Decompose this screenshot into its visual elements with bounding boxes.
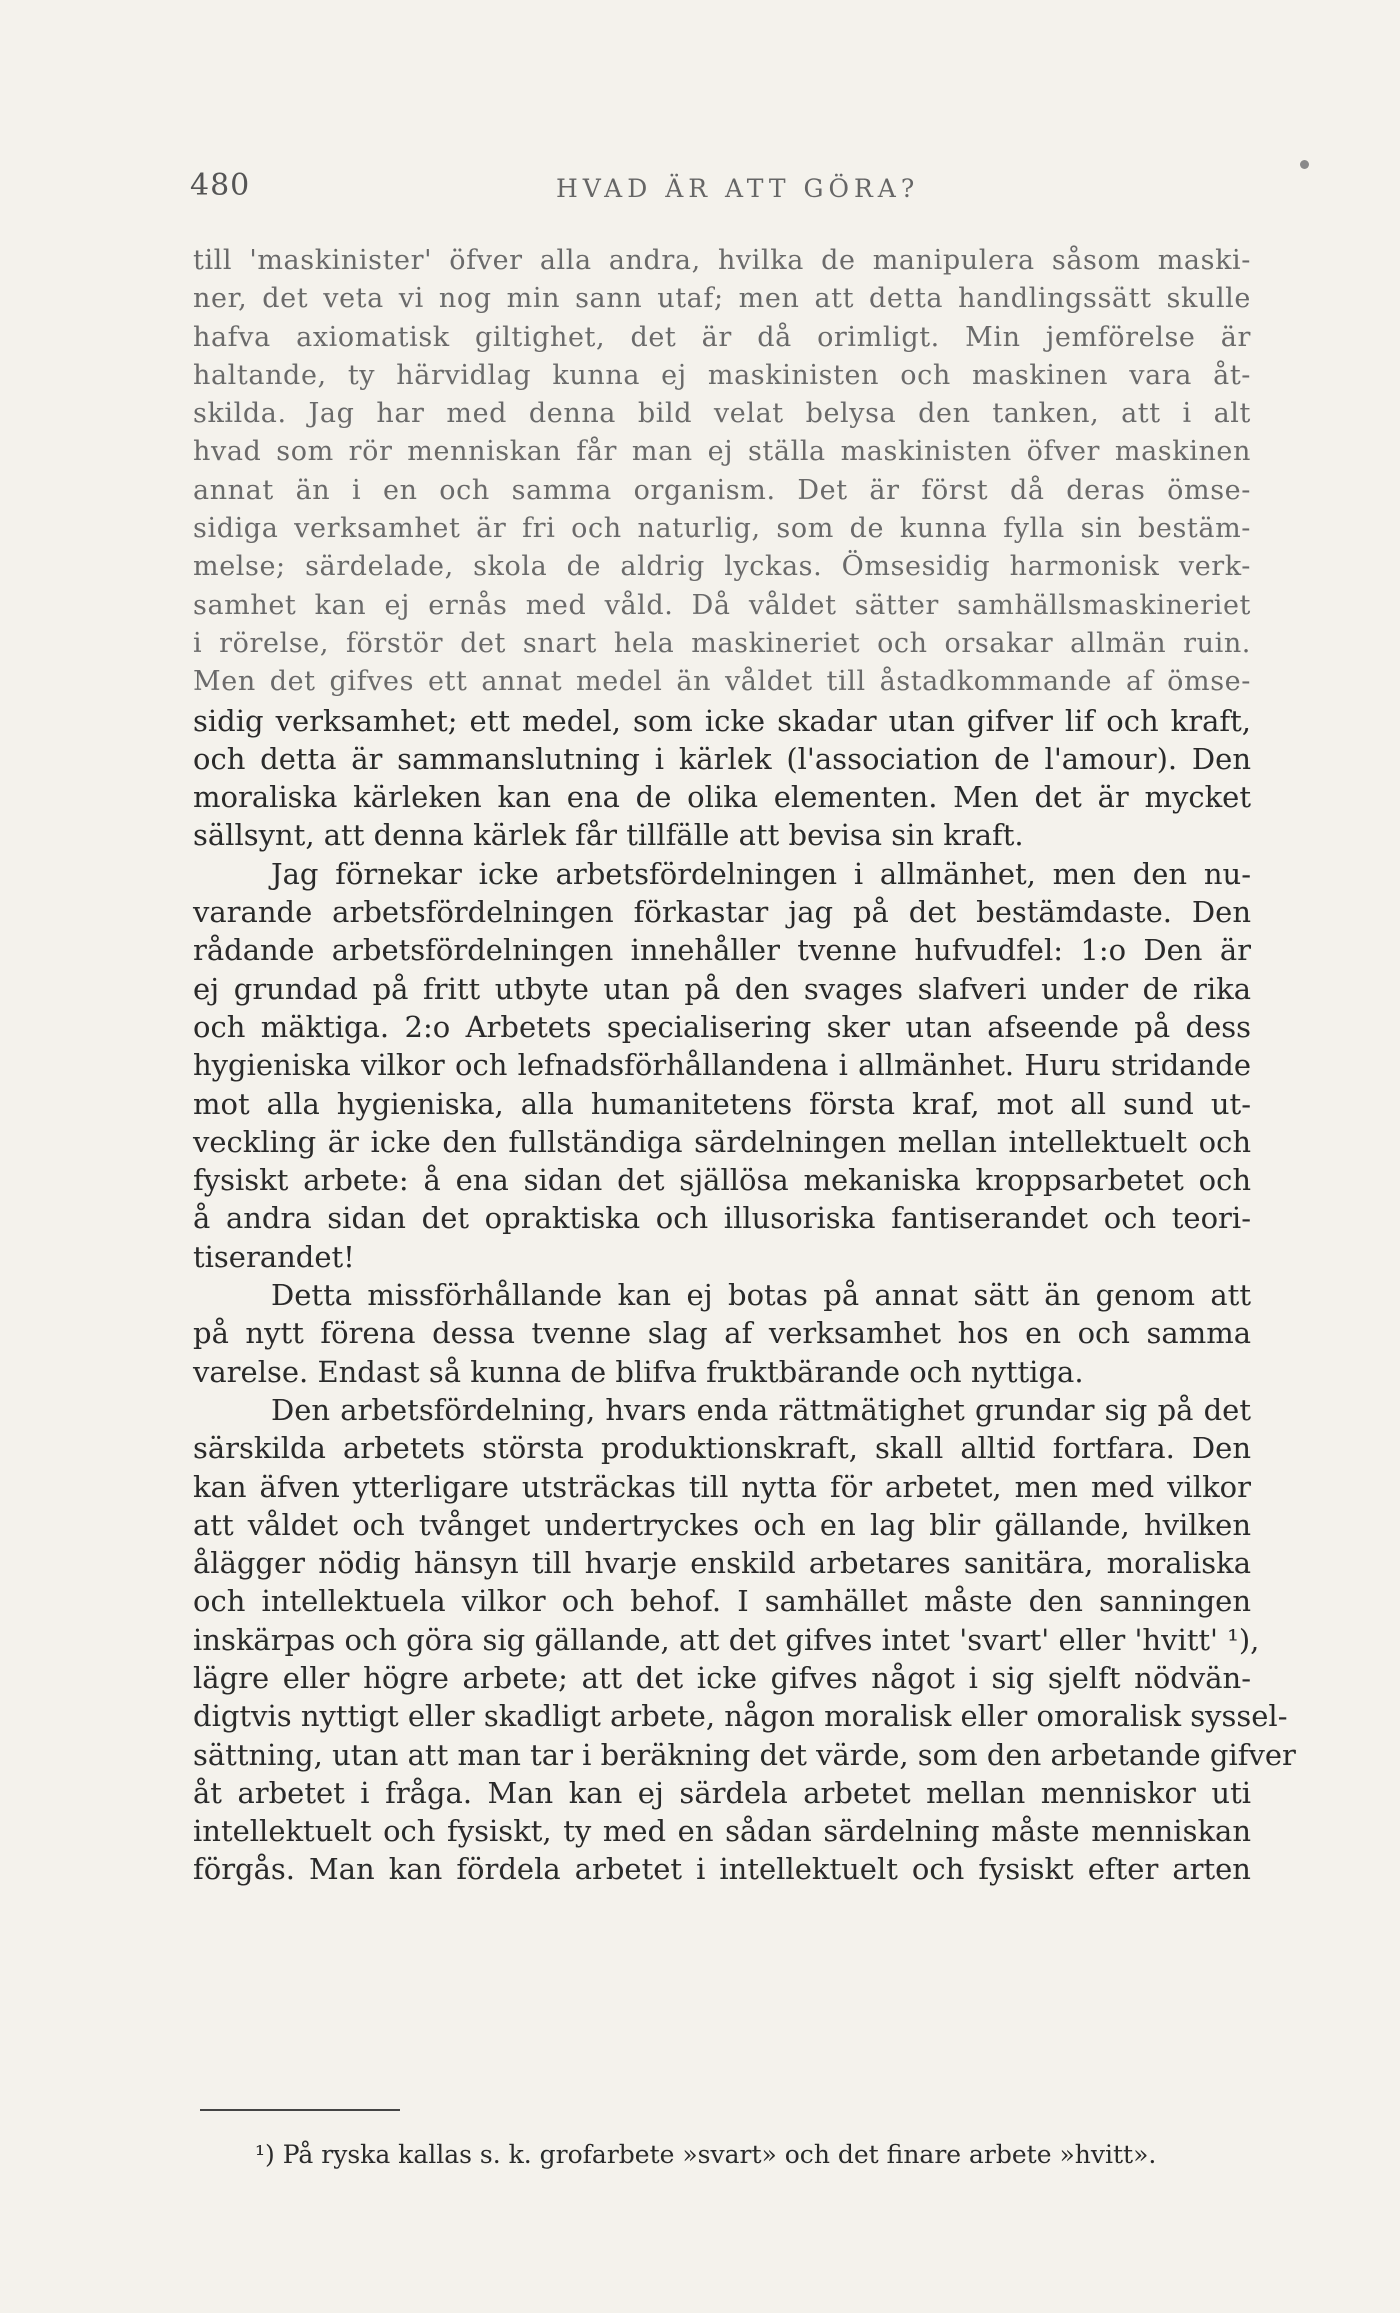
text-line: ej grundad på fritt utbyte utan på den svages slafveri under de rika: [193, 971, 1251, 1006]
text-line: å andra sidan det opraktiska och illusoriska fantiserandet och teori-: [193, 1201, 1251, 1236]
text-line: och mäktiga. 2:o Arbetets specialisering sker utan afseende på dess: [193, 1009, 1251, 1044]
text-line: lägre eller högre arbete; att det icke gifves något i sig sjelft nödvän-: [193, 1660, 1251, 1695]
text-line: särskilda arbetets största produktionskraft, skall alltid fortfara. Den: [193, 1431, 1251, 1466]
text-line: tiserandet!: [193, 1239, 355, 1274]
text-line: intellektuelt och fysiskt, ty med en sådan särdelning måste menniskan: [193, 1814, 1251, 1849]
text-line: på nytt förena dessa tvenne slag af verksamhet hos en och samma: [193, 1316, 1251, 1351]
text-line: veckling är icke den fullständiga särdelningen mellan intellektuelt och: [193, 1124, 1251, 1159]
text-line: kan äfven ytterligare utsträckas till nytta för arbetet, men med vilkor: [193, 1469, 1251, 1504]
text-line: Detta missförhållande kan ej botas på annat sätt än genom att: [271, 1278, 1251, 1313]
text-line: skilda. Jag har med denna bild velat belysa den tanken, att i alt: [193, 398, 1251, 430]
page-header: [190, 168, 1250, 218]
text-line: och intellektuela vilkor och behof. I samhället måste den sanningen: [193, 1584, 1251, 1619]
footnote: ¹) På ryska kallas s. k. grofarbete »svart» och det finare arbete »hvitt».: [255, 2140, 1157, 2169]
text-line: hvad som rör menniskan får man ej ställa maskinisten öfver maskinen: [193, 436, 1251, 468]
text-line: mot alla hygieniska, alla humanitetens första kraf, mot all sund ut-: [193, 1086, 1251, 1121]
text-line: sättning, utan att man tar i beräkning det värde, som den arbetande gifver: [193, 1737, 1296, 1772]
text-line: fysiskt arbete: å ena sidan det själlösa mekaniska kroppsarbetet och: [193, 1163, 1251, 1198]
text-line: åt arbetet i fråga. Man kan ej särdela arbetet mellan menniskor uti: [193, 1775, 1251, 1810]
text-line: Jag förnekar icke arbetsfördelningen i allmänhet, men den nu-: [271, 856, 1251, 891]
text-line: melse; särdelade, skola de aldrig lyckas. Ömsesidig harmonisk verk-: [193, 551, 1251, 583]
text-line: till 'maskinister' öfver alla andra, hvilka de manipulera såsom maski-: [193, 245, 1251, 276]
text-line: varande arbetsfördelningen förkastar jag på det bestämdaste. Den: [193, 895, 1251, 930]
text-line: i rörelse, förstör det snart hela maskineriet och orsakar allmän ruin.: [193, 627, 1251, 659]
text-line: sidiga verksamhet är fri och naturlig, som de kunna fylla sin bestäm-: [193, 513, 1251, 545]
text-line: Den arbetsfördelning, hvars enda rättmätighet grundar sig på det: [271, 1392, 1251, 1427]
text-line: ner, det veta vi nog min sann utaf; men att detta handlingssätt skulle: [193, 283, 1251, 315]
text-line: samhet kan ej ernås med våld. Då våldet sätter samhällsmaskineriet: [193, 589, 1251, 621]
text-line: förgås. Man kan fördela arbetet i intellektuelt och fysiskt efter arten: [193, 1852, 1251, 1887]
text-line: Men det gifves ett annat medel än våldet till åstadkommande af ömse-: [193, 666, 1251, 698]
text-line: hafva axiomatisk giltighet, det är då orimligt. Min jemförelse är: [193, 321, 1251, 353]
text-line: rådande arbetsfördelningen innehåller tvenne hufvudfel: 1:o Den är: [193, 933, 1251, 968]
text-line: att våldet och tvånget undertryckes och en lag blir gällande, hvilken: [193, 1507, 1251, 1542]
ink-speck: [1300, 160, 1309, 169]
footnote-divider: [200, 2109, 400, 2111]
text-line: sällsynt, att denna kärlek får tillfälle att bevisa sin kraft.: [193, 818, 1024, 853]
text-line: varelse. Endast så kunna de blifva fruktbärande och nyttiga.: [193, 1354, 1084, 1389]
body-text: [193, 242, 1296, 1889]
running-title: HVAD ÄR ATT GÖRA?: [556, 174, 920, 203]
text-line: inskärpas och göra sig gällande, att det gifves intet 'svart' eller 'hvitt' ¹),: [193, 1622, 1260, 1657]
text-line: och detta är sammanslutning i kärlek (l'association de l'amour). Den: [193, 741, 1251, 776]
text-line: annat än i en och samma organism. Det är först då deras ömse-: [193, 474, 1251, 506]
page-number: 480: [190, 168, 251, 203]
text-line: haltande, ty härvidlag kunna ej maskinisten och maskinen vara åt-: [193, 359, 1251, 391]
text-line: digtvis nyttigt eller skadligt arbete, någon moralisk eller omoralisk syssel-: [193, 1699, 1288, 1734]
text-line: hygieniska vilkor och lefnadsförhållandena i allmänhet. Huru stridande: [193, 1048, 1251, 1083]
text-line: ålägger nödig hänsyn till hvarje enskild arbetares sanitära, moraliska: [193, 1546, 1251, 1581]
text-line: sidig verksamhet; ett medel, som icke skadar utan gifver lif och kraft,: [193, 703, 1251, 738]
text-line: moraliska kärleken kan ena de olika elementen. Men det är mycket: [193, 780, 1251, 815]
